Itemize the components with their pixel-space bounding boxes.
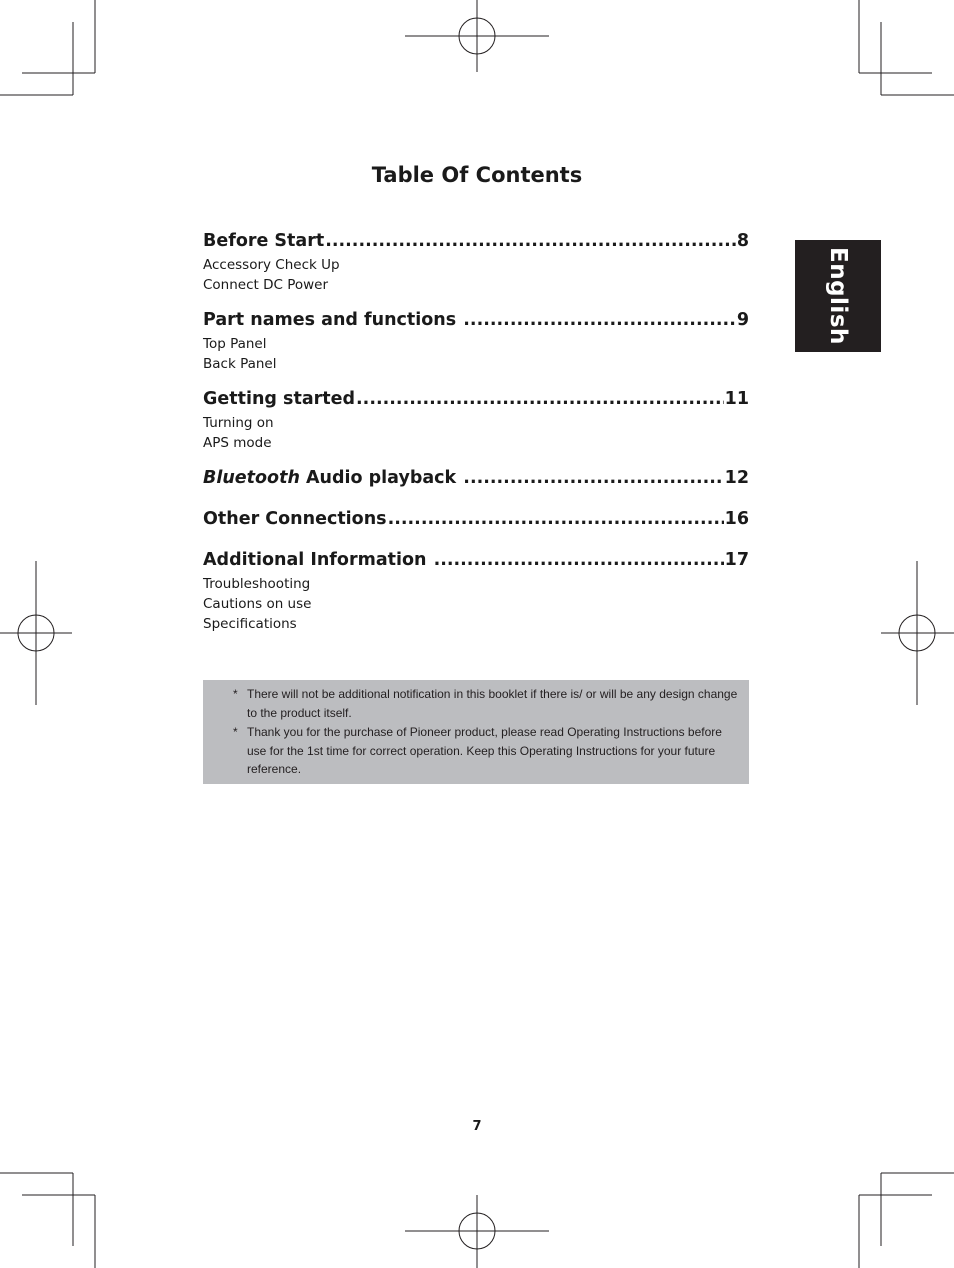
toc-leader-dots: [356, 387, 724, 411]
registration-mark-bottom: [405, 1195, 549, 1268]
toc-heading-title: [203, 466, 462, 490]
crop-mark-bottom-left: [0, 1173, 95, 1268]
toc-heading[interactable]: [203, 308, 749, 332]
toc-heading-title: [203, 229, 324, 253]
toc-heading-text: Audio playback: [299, 468, 463, 488]
toc-heading-title: [203, 548, 433, 572]
toc-subitem[interactable]: Back Panel: [203, 356, 277, 372]
toc-leader-dots: [463, 466, 723, 490]
language-tab: [795, 240, 881, 352]
notes-box: [203, 680, 749, 784]
toc-page-number: 8: [736, 231, 749, 251]
toc-heading-text: Other Connections: [203, 509, 387, 529]
toc-section: [203, 308, 749, 374]
toc-heading[interactable]: [203, 387, 749, 411]
toc-subitem[interactable]: Specifications: [203, 616, 297, 632]
note-item: [233, 685, 741, 722]
toc-heading-italic: Bluetooth: [203, 468, 300, 488]
crop-mark-bottom-right: [859, 1173, 954, 1268]
toc-page-number: 16: [724, 509, 749, 529]
toc-heading-text: Part names and functions: [203, 310, 463, 330]
toc-subitem[interactable]: Connect DC Power: [203, 277, 329, 293]
toc-subitem[interactable]: Troubleshooting: [203, 576, 311, 592]
crop-mark-top-right: [859, 0, 954, 95]
toc-heading-title: [203, 308, 462, 332]
toc-heading[interactable]: [203, 548, 749, 572]
note-text: There will not be additional notification in this booklet if there is/ or will be any design change to the product itself.: [247, 687, 738, 720]
registration-mark-top: [405, 0, 549, 72]
toc-subitems: [203, 574, 749, 634]
toc-subitems: [203, 255, 749, 295]
toc-subitem[interactable]: Turning on: [203, 415, 274, 431]
toc-section: [203, 548, 749, 634]
toc-heading-text: Additional Information: [203, 550, 433, 570]
toc-subitem[interactable]: APS mode: [203, 435, 272, 451]
toc-page-number: 12: [724, 468, 749, 488]
toc-heading-title: [203, 507, 387, 531]
note-bullet: *: [233, 687, 238, 701]
registration-mark-right: [881, 561, 954, 705]
note-text: Thank you for the purchase of Pioneer product, please read Operating Instructions before use for the 1st time for correct operation. Keep this Operating Instructions for your future reference.: [247, 725, 722, 776]
toc-leader-dots: [434, 548, 724, 572]
toc-section: [203, 507, 749, 531]
page-title: Table Of Contents: [371, 163, 583, 187]
toc-subitem[interactable]: Cautions on use: [203, 596, 312, 612]
toc-section: [203, 229, 749, 295]
toc-heading-title: [203, 387, 355, 411]
language-tab-label: English: [825, 247, 851, 345]
toc-heading-text: Before Start: [203, 231, 325, 251]
toc-leader-dots: [325, 229, 736, 253]
table-of-contents: [203, 229, 749, 634]
toc-heading[interactable]: [203, 229, 749, 253]
toc-leader-dots: [463, 308, 736, 332]
note-item: [233, 723, 741, 779]
toc-heading[interactable]: [203, 507, 749, 531]
toc-page-number: 9: [736, 310, 749, 330]
toc-subitem[interactable]: Accessory Check Up: [203, 257, 340, 273]
toc-heading-text: Getting started: [203, 389, 356, 409]
toc-subitems: [203, 413, 749, 453]
toc-leader-dots: [388, 507, 724, 531]
toc-section: [203, 466, 749, 490]
toc-page-number: 17: [724, 550, 749, 570]
registration-mark-left: [0, 561, 72, 705]
toc-heading[interactable]: [203, 466, 749, 490]
crop-mark-top-left: [0, 0, 95, 95]
toc-subitem[interactable]: Top Panel: [203, 336, 267, 352]
page-number: 7: [472, 1119, 482, 1134]
note-bullet: *: [233, 725, 238, 739]
toc-section: [203, 387, 749, 453]
toc-page-number: 11: [724, 389, 749, 409]
toc-subitems: [203, 334, 749, 374]
